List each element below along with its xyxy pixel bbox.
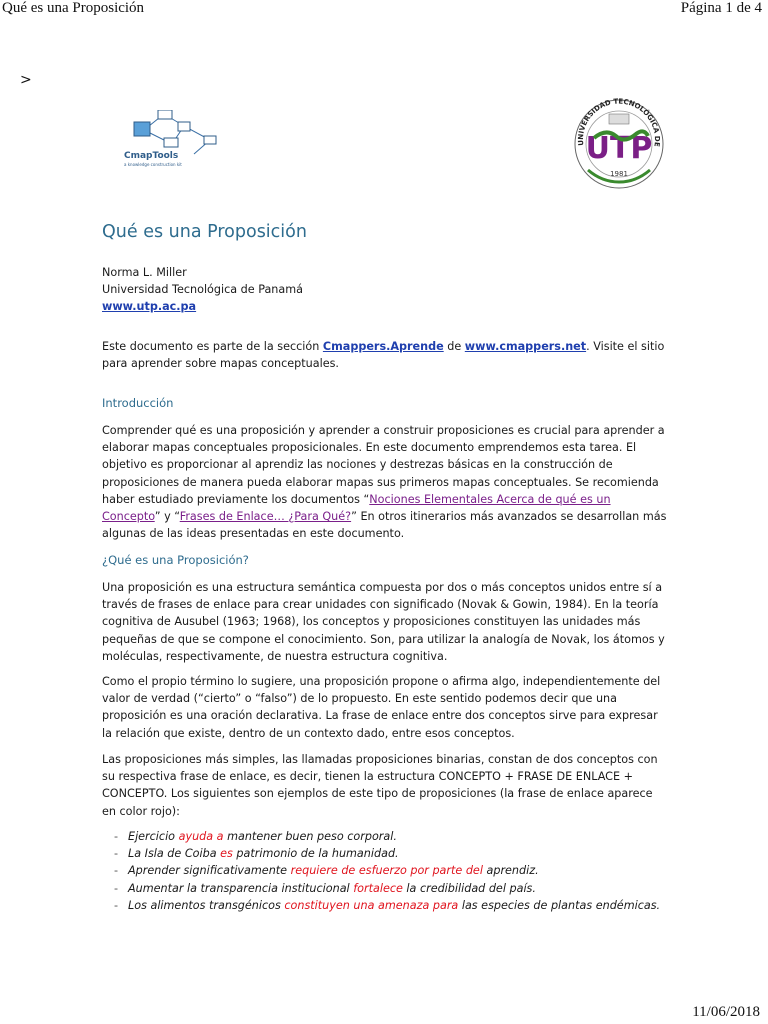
linking-phrase: requiere de esfuerzo por parte del <box>290 864 483 878</box>
linking-phrase: es <box>220 847 233 861</box>
utp-seal-year: 1981 <box>610 170 628 178</box>
cmaptools-logo-tagline: a knowledge construction kit <box>124 162 182 167</box>
list-item: - La Isla de Coiba es patrimonio de la humanidad. <box>112 845 672 862</box>
intro-paragraph-text-2: ” y “ <box>154 510 180 524</box>
section-heading-introduccion: Introducción <box>102 396 174 410</box>
author-block <box>102 264 668 316</box>
author-name: Norma L. Miller <box>102 266 187 279</box>
print-header-title: Qué es una Proposición <box>2 0 145 16</box>
list-item: - Ejercicio ayuda a mantener buen peso corporal. <box>112 828 672 845</box>
list-item: - Aprender significativamente requiere de esfuerzo por parte del aprendiz. <box>112 862 672 879</box>
cmappers-site-link[interactable]: www.cmappers.net <box>464 340 587 353</box>
nociones-concepto-link[interactable]: Nociones Elementales Acerca de qué es un Concepto <box>102 492 611 524</box>
utp-seal-icon <box>566 92 672 190</box>
paragraph-binary: Las proposiciones más simples, las llamadas proposiciones binarias, constan de dos conceptos con su respectiva frase de enlace, es decir, tienen la estructura CONCEPTO + FRASE DE ENLACE + CONCEPTO. Los siguientes son ejemplos de este tipo de proposiciones (la frase de enlace aparece en color rojo): <box>102 753 658 818</box>
utp-seal-letters: UTP <box>585 131 653 166</box>
paragraph-declarative: Como el propio término lo sugiere, una proposición propone o afirma algo, independientemente del valor de verdad (“cierto” o “falso”) de lo propuesto. En este sentido podemos decir que una proposición es una oración declarativa. La frase de enlace entre dos conceptos sirve para expresar la relación que existe, dentro de un contexto dado, entre esos conceptos. <box>102 675 661 740</box>
intro-paragraph-text-1: Comprender qué es una proposición y aprender a construir proposiciones es crucial para aprender a elaborar mapas conceptuales proposicionales. En este documento emprendemos esta tarea. El objetivo es proporcionar al aprendiz las nociones y destrezas básicas en la construcción de proposiciones de manera pueda elaborar mapas sus primeros mapas conceptuales. Se recomienda haber estudiado previamente los documentos “ <box>102 424 665 506</box>
author-institution: Universidad Tecnológica de Panamá <box>102 283 304 297</box>
cmaptools-logo <box>124 110 220 172</box>
intro-note-text-3: . Visite el sitio para aprender sobre mapas conceptuales. <box>102 340 665 371</box>
linking-phrase: fortalece <box>353 881 403 895</box>
list-item: - Los alimentos transgénicos constituyen una amenaza para las especies de plantas endémicas. <box>112 897 672 914</box>
author-website-link[interactable]: www.utp.ac.pa <box>102 300 197 314</box>
frases-enlace-link[interactable]: Frases de Enlace… ¿Para Qué? <box>179 510 352 524</box>
intro-paragraph <box>102 422 668 542</box>
intro-paragraph-text-3: ” En otros itinerarios más avanzados se desarrollan más algunas de las ideas presentadas en este documento. <box>102 510 667 541</box>
intro-note-text-1: Este documento es parte de la sección <box>102 340 323 353</box>
intro-note-text-2: de <box>443 340 465 353</box>
section-heading-que-es: ¿Qué es una Proposición? <box>102 553 249 567</box>
cmaptools-logo-icon <box>124 110 220 172</box>
examples-list <box>112 828 672 914</box>
linking-phrase: ayuda a <box>178 830 224 843</box>
cmaptools-logo-name: CmapTools <box>124 151 179 161</box>
nav-arrow[interactable]: > <box>20 72 32 88</box>
intro-note <box>102 338 668 372</box>
print-footer-date: 11/06/2018 <box>692 1004 760 1020</box>
utp-seal-ring-text: UNIVERSIDAD TECNOLÓGICA DE <box>576 97 662 148</box>
cmappers-aprende-link[interactable]: Cmappers.Aprende <box>322 340 444 353</box>
utp-seal-logo <box>566 92 672 190</box>
linking-phrase: constituyen una amenaza para <box>284 898 459 912</box>
paragraph-definition: Una proposición es una estructura semántica compuesta por dos o más conceptos unidos entre sí a través de frases de enlace para crear unidades con significado (Novak & Gowin, 1984). En la teoría cognitiva de Ausubel (1963; 1968), los conceptos y proposiciones constituyen las unidades más pequeñas de que se compone el conocimiento. Son, para utilizar la analogía de Novak, los átomos y moléculas, respectivamente, de nuestra estructura cognitiva. <box>102 581 665 663</box>
print-header-page-indicator: Página 1 de 4 <box>680 0 762 16</box>
document-title: Qué es una Proposición <box>102 222 307 242</box>
list-item: - Aumentar la transparencia institucional fortalece la credibilidad del país. <box>112 880 672 897</box>
